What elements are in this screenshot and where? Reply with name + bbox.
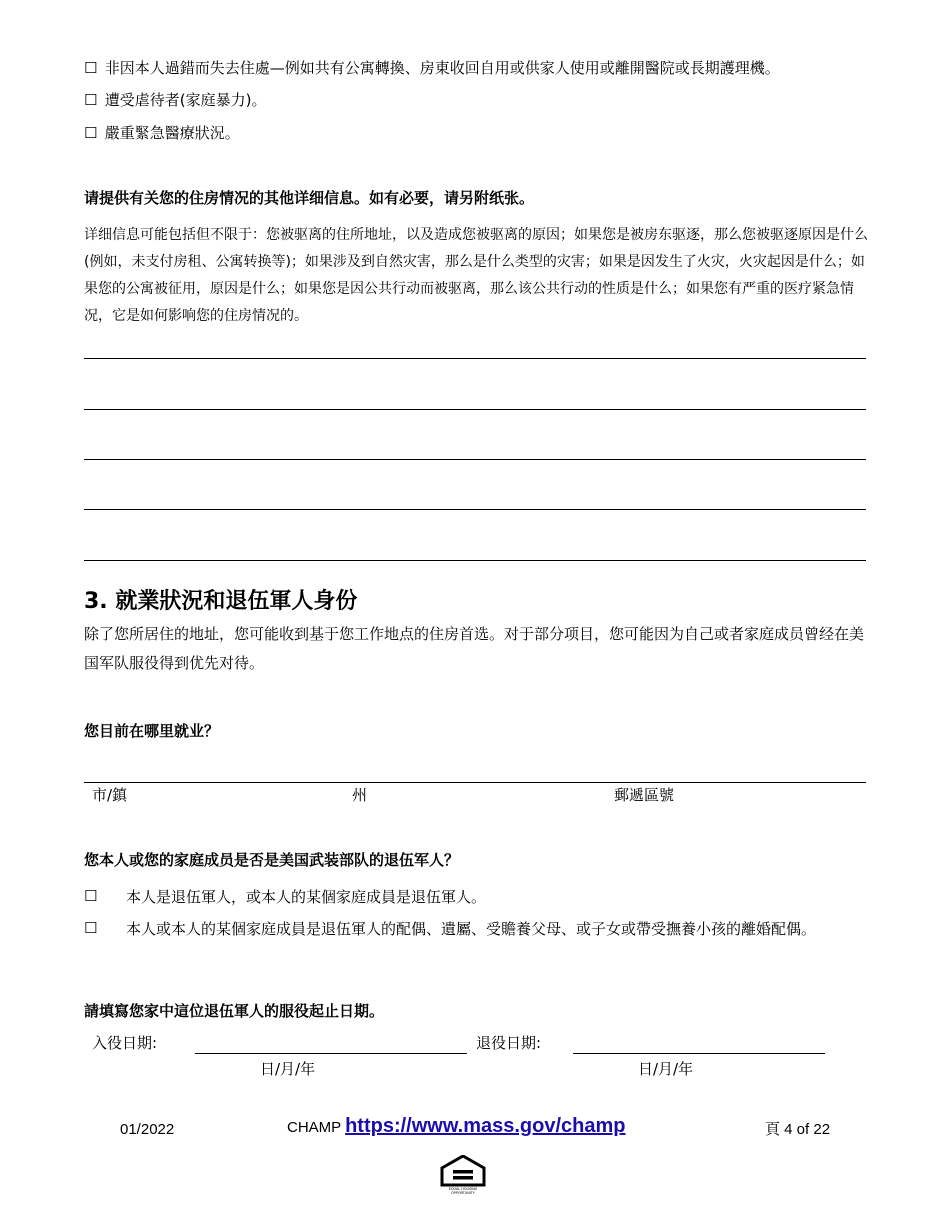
- footer-program-name: CHAMP: [287, 1119, 341, 1136]
- option-label: 遭受虐待者(家庭暴力)。: [104, 91, 267, 109]
- writing-line[interactable]: [84, 409, 866, 410]
- veteran-option-label: 本人是退伍軍人，或本人的某個家庭成員是退伍軍人。: [126, 888, 487, 906]
- enlist-date-field[interactable]: [195, 1053, 467, 1054]
- veteran-option-checkbox[interactable]: ☐: [84, 887, 98, 905]
- footer-date: 01/2022: [120, 1121, 175, 1138]
- section-title: 3. 就業狀況和退伍軍人身份: [84, 589, 358, 614]
- enlist-date-label: 入役日期:: [92, 1034, 158, 1052]
- checkbox[interactable]: ☐: [84, 59, 98, 77]
- state-label: 州: [352, 786, 368, 804]
- housing-details-paragraph: 详细信息可能包括但不限于：您被驱离的住所地址，以及造成您被驱离的原因；如果您是被房东驱逐，那么您被驱逐原因是什么 (例如，未支付房租、公寓转换等)；如果涉及到自然灾害，那么是什么类型的灾害；如果是因发生了火灾，火灾起因是什么；如果您的公寓被征用，原因是什么；如果您是因公共行动而被驱离，那么该公共行动的性质是什么；如果您有严重的医疗紧急情况，它是如何影响您的住房情况的。: [84, 227, 868, 324]
- writing-line[interactable]: [84, 560, 866, 561]
- enlist-date-format: 日/月/年: [260, 1060, 316, 1078]
- option-label: 嚴重緊急醫療狀況。: [104, 124, 240, 142]
- housing-loss-option[interactable]: [84, 58, 780, 78]
- equal-housing-icon: [439, 1155, 487, 1195]
- service-dates-question: 請填寫您家中這位退伍軍人的服役起止日期。: [84, 1002, 385, 1020]
- veteran-option-label: 本人或本人的某個家庭成員是退伍軍人的配偶、遺屬、受贍養父母、或子女或帶受撫養小孩的離婚配偶。: [126, 920, 817, 938]
- checkbox[interactable]: ☐: [84, 124, 98, 142]
- equal-housing-opportunity-logo: [439, 1155, 487, 1195]
- discharge-date-format: 日/月/年: [638, 1060, 694, 1078]
- housing-loss-option[interactable]: [84, 90, 267, 110]
- housing-loss-option[interactable]: [84, 123, 240, 143]
- writing-line[interactable]: [84, 509, 866, 510]
- city-label: 市/鎮: [92, 786, 128, 804]
- svg-text:EQUAL HOUSING: EQUAL HOUSING: [448, 1187, 478, 1191]
- option-label: 非因本人過錯而失去住處—例如共有公寓轉換、房東收回自用或供家人使用或離開醫院或長期護理機。: [104, 59, 780, 77]
- section-intro: 除了您所居住的地址，您可能收到基于您工作地点的住房首选。对于部分项目，您可能因为自己或者家庭成员曾经在美国军队服役得到优先对待。: [84, 625, 865, 672]
- zip-label: 郵遞區號: [614, 786, 675, 804]
- svg-text:OPPORTUNITY: OPPORTUNITY: [451, 1191, 475, 1195]
- footer-page-number: 頁 4 of 22: [765, 1121, 831, 1138]
- writing-line[interactable]: [84, 358, 866, 359]
- footer-program: [287, 1116, 626, 1138]
- checkbox[interactable]: ☐: [84, 91, 98, 109]
- work-location-line[interactable]: [84, 782, 866, 783]
- veteran-option-checkbox[interactable]: ☐: [84, 919, 98, 937]
- veteran-question: 您本人或您的家庭成员是否是美国武装部队的退伍军人？: [84, 851, 460, 869]
- discharge-date-label: 退役日期:: [476, 1034, 542, 1052]
- housing-details-question: 请提供有关您的住房情况的其他详细信息。如有必要，请另附纸张。: [84, 189, 535, 207]
- writing-line[interactable]: [84, 459, 866, 460]
- discharge-date-field[interactable]: [573, 1053, 825, 1054]
- footer-url-link[interactable]: https://www.mass.gov/champ: [345, 1115, 626, 1137]
- work-location-question: 您目前在哪里就业？: [84, 722, 220, 740]
